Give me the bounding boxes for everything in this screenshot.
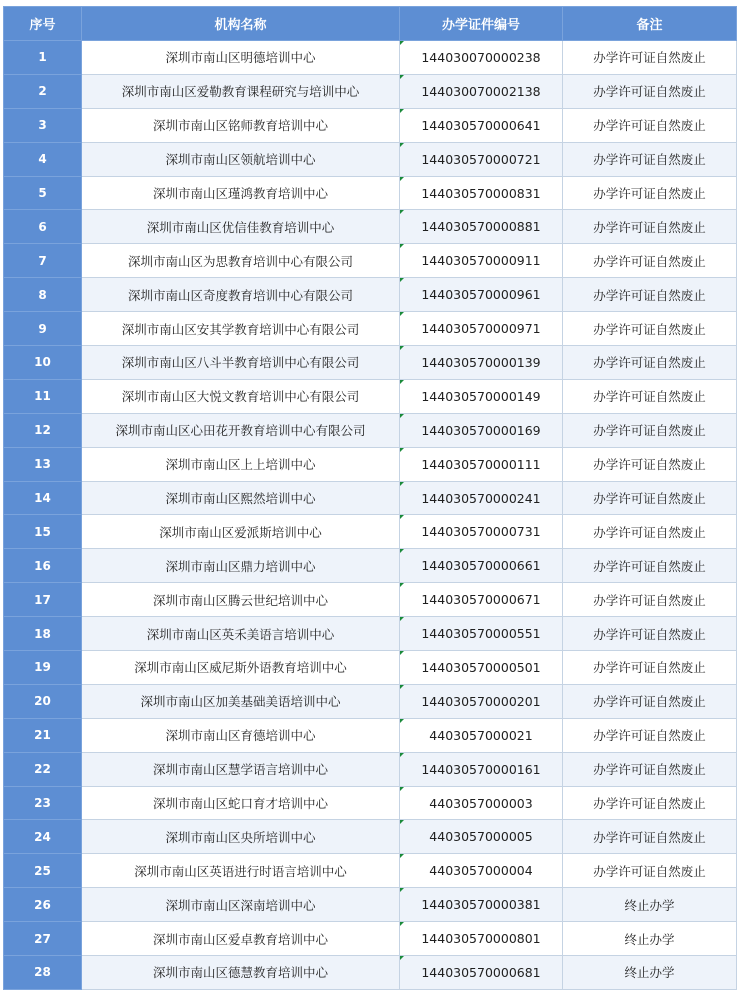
note-cell[interactable]: 终止办学 <box>563 922 737 956</box>
row-number-cell[interactable]: 25 <box>4 854 82 888</box>
license-number-cell[interactable]: 144030570000681 <box>400 956 563 990</box>
note-cell[interactable]: 办学许可证自然废止 <box>563 515 737 549</box>
note-cell[interactable]: 办学许可证自然废止 <box>563 413 737 447</box>
institution-name-cell[interactable]: 深圳市南山区英语进行时语言培训中心 <box>82 854 400 888</box>
row-number-cell[interactable]: 16 <box>4 549 82 583</box>
license-number-cell[interactable]: 144030570000139 <box>400 346 563 380</box>
institution-name-cell[interactable]: 深圳市南山区铭师教育培训中心 <box>82 108 400 142</box>
license-number-cell[interactable]: 144030570000661 <box>400 549 563 583</box>
license-number-cell[interactable]: 144030570000641 <box>400 108 563 142</box>
license-number-cell[interactable]: 144030570000731 <box>400 515 563 549</box>
institution-name-cell[interactable]: 深圳市南山区蛇口育才培训中心 <box>82 786 400 820</box>
institution-name-cell[interactable]: 深圳市南山区爱派斯培训中心 <box>82 515 400 549</box>
table-row <box>4 447 737 481</box>
license-number-cell[interactable]: 144030570000831 <box>400 176 563 210</box>
row-number-cell[interactable]: 21 <box>4 718 82 752</box>
row-number-cell[interactable]: 27 <box>4 922 82 956</box>
table-row <box>4 549 737 583</box>
license-number-cell[interactable]: 144030570000149 <box>400 379 563 413</box>
row-number-cell[interactable]: 1 <box>4 41 82 75</box>
table-row <box>4 142 737 176</box>
header-license[interactable]: 办学证件编号 <box>400 7 563 41</box>
row-number-cell[interactable]: 4 <box>4 142 82 176</box>
institution-name-cell[interactable]: 深圳市南山区心田花开教育培训中心有限公司 <box>82 413 400 447</box>
note-cell[interactable]: 办学许可证自然废止 <box>563 617 737 651</box>
institution-name-cell[interactable]: 深圳市南山区八斗半教育培训中心有限公司 <box>82 346 400 380</box>
license-number-cell[interactable]: 144030570000501 <box>400 651 563 685</box>
institution-name-cell[interactable]: 深圳市南山区腾云世纪培训中心 <box>82 583 400 617</box>
table-row <box>4 922 737 956</box>
note-cell[interactable]: 办学许可证自然废止 <box>563 278 737 312</box>
institution-name-cell[interactable]: 深圳市南山区安其学教育培训中心有限公司 <box>82 312 400 346</box>
note-cell[interactable]: 办学许可证自然废止 <box>563 312 737 346</box>
row-number-cell[interactable]: 24 <box>4 820 82 854</box>
institution-name-cell[interactable]: 深圳市南山区央所培训中心 <box>82 820 400 854</box>
license-number-cell[interactable]: 4403057000021 <box>400 718 563 752</box>
row-number-cell[interactable]: 8 <box>4 278 82 312</box>
institution-table <box>3 6 737 990</box>
note-cell[interactable]: 办学许可证自然废止 <box>563 244 737 278</box>
note-cell[interactable]: 办学许可证自然废止 <box>563 684 737 718</box>
license-number-cell[interactable]: 144030570000381 <box>400 888 563 922</box>
license-number-cell[interactable]: 144030570000671 <box>400 583 563 617</box>
license-number-cell[interactable]: 144030570000801 <box>400 922 563 956</box>
license-number-cell[interactable]: 144030570000881 <box>400 210 563 244</box>
row-number-cell[interactable]: 28 <box>4 956 82 990</box>
institution-name-cell[interactable]: 深圳市南山区德慧教育培训中心 <box>82 956 400 990</box>
institution-name-cell[interactable]: 深圳市南山区威尼斯外语教育培训中心 <box>82 651 400 685</box>
license-number-cell[interactable]: 4403057000005 <box>400 820 563 854</box>
institution-name-cell[interactable]: 深圳市南山区英禾美语言培训中心 <box>82 617 400 651</box>
table-row <box>4 176 737 210</box>
header-no[interactable]: 序号 <box>4 7 82 41</box>
row-number-cell[interactable]: 7 <box>4 244 82 278</box>
table-row <box>4 244 737 278</box>
table-body <box>4 41 737 990</box>
note-cell[interactable]: 终止办学 <box>563 956 737 990</box>
institution-name-cell[interactable]: 深圳市南山区育德培训中心 <box>82 718 400 752</box>
note-cell[interactable]: 办学许可证自然废止 <box>563 651 737 685</box>
table-row <box>4 651 737 685</box>
row-number-cell[interactable]: 2 <box>4 74 82 108</box>
institution-name-cell[interactable]: 深圳市南山区加美基础美语培训中心 <box>82 684 400 718</box>
table-row <box>4 888 737 922</box>
note-cell[interactable]: 办学许可证自然废止 <box>563 74 737 108</box>
header-row <box>4 7 737 41</box>
table-row <box>4 617 737 651</box>
institution-name-cell[interactable]: 深圳市南山区爱勒教育课程研究与培训中心 <box>82 74 400 108</box>
license-number-cell[interactable]: 144030570000111 <box>400 447 563 481</box>
row-number-cell[interactable]: 9 <box>4 312 82 346</box>
license-number-cell[interactable]: 144030070002138 <box>400 74 563 108</box>
note-cell[interactable]: 办学许可证自然废止 <box>563 549 737 583</box>
table-row <box>4 752 737 786</box>
table-row <box>4 515 737 549</box>
institution-name-cell[interactable]: 深圳市南山区上上培训中心 <box>82 447 400 481</box>
table-row <box>4 210 737 244</box>
row-number-cell[interactable]: 19 <box>4 651 82 685</box>
note-cell[interactable]: 办学许可证自然废止 <box>563 447 737 481</box>
institution-name-cell[interactable]: 深圳市南山区爱卓教育培训中心 <box>82 922 400 956</box>
row-number-cell[interactable]: 5 <box>4 176 82 210</box>
table-row <box>4 481 737 515</box>
note-cell[interactable]: 办学许可证自然废止 <box>563 41 737 75</box>
note-cell[interactable]: 办学许可证自然废止 <box>563 108 737 142</box>
license-number-cell[interactable]: 144030570000161 <box>400 752 563 786</box>
license-number-cell[interactable]: 144030570000241 <box>400 481 563 515</box>
note-cell[interactable]: 终止办学 <box>563 888 737 922</box>
note-cell[interactable]: 办学许可证自然废止 <box>563 176 737 210</box>
table-row <box>4 108 737 142</box>
table-row <box>4 379 737 413</box>
institution-name-cell[interactable]: 深圳市南山区明德培训中心 <box>82 41 400 75</box>
header-note[interactable]: 备注 <box>563 7 737 41</box>
note-cell[interactable]: 办学许可证自然废止 <box>563 786 737 820</box>
row-number-cell[interactable]: 11 <box>4 379 82 413</box>
table-row <box>4 820 737 854</box>
row-number-cell[interactable]: 14 <box>4 481 82 515</box>
license-number-cell[interactable]: 144030570000551 <box>400 617 563 651</box>
license-number-cell[interactable]: 144030570000721 <box>400 142 563 176</box>
note-cell[interactable]: 办学许可证自然废止 <box>563 142 737 176</box>
note-cell[interactable]: 办学许可证自然废止 <box>563 210 737 244</box>
institution-name-cell[interactable]: 深圳市南山区为思教育培训中心有限公司 <box>82 244 400 278</box>
institution-name-cell[interactable]: 深圳市南山区奇度教育培训中心有限公司 <box>82 278 400 312</box>
note-cell[interactable]: 办学许可证自然废止 <box>563 379 737 413</box>
license-number-cell[interactable]: 144030570000201 <box>400 684 563 718</box>
table-row <box>4 786 737 820</box>
row-number-cell[interactable]: 23 <box>4 786 82 820</box>
note-cell[interactable]: 办学许可证自然废止 <box>563 718 737 752</box>
table-row <box>4 278 737 312</box>
institution-name-cell[interactable]: 深圳市南山区深南培训中心 <box>82 888 400 922</box>
institution-name-cell[interactable]: 深圳市南山区慧学语言培训中心 <box>82 752 400 786</box>
table-row <box>4 312 737 346</box>
table-row <box>4 956 737 990</box>
row-number-cell[interactable]: 17 <box>4 583 82 617</box>
table-row <box>4 684 737 718</box>
institution-name-cell[interactable]: 深圳市南山区大悦文教育培训中心有限公司 <box>82 379 400 413</box>
note-cell[interactable]: 办学许可证自然废止 <box>563 481 737 515</box>
table-row <box>4 854 737 888</box>
license-number-cell[interactable]: 144030570000961 <box>400 278 563 312</box>
license-number-cell[interactable]: 144030570000911 <box>400 244 563 278</box>
row-number-cell[interactable]: 20 <box>4 684 82 718</box>
license-number-cell[interactable]: 144030570000971 <box>400 312 563 346</box>
note-cell[interactable]: 办学许可证自然废止 <box>563 820 737 854</box>
institution-name-cell[interactable]: 深圳市南山区鼎力培训中心 <box>82 549 400 583</box>
row-number-cell[interactable]: 18 <box>4 617 82 651</box>
table-row <box>4 583 737 617</box>
table-row <box>4 74 737 108</box>
institution-name-cell[interactable]: 深圳市南山区熙然培训中心 <box>82 481 400 515</box>
note-cell[interactable]: 办学许可证自然废止 <box>563 854 737 888</box>
institution-name-cell[interactable]: 深圳市南山区领航培训中心 <box>82 142 400 176</box>
table-row <box>4 346 737 380</box>
note-cell[interactable]: 办学许可证自然废止 <box>563 583 737 617</box>
note-cell[interactable]: 办学许可证自然废止 <box>563 752 737 786</box>
institution-name-cell[interactable]: 深圳市南山区瑾鸿教育培训中心 <box>82 176 400 210</box>
row-number-cell[interactable]: 6 <box>4 210 82 244</box>
row-number-cell[interactable]: 3 <box>4 108 82 142</box>
row-number-cell[interactable]: 26 <box>4 888 82 922</box>
row-number-cell[interactable]: 12 <box>4 413 82 447</box>
row-number-cell[interactable]: 15 <box>4 515 82 549</box>
header-name[interactable]: 机构名称 <box>82 7 400 41</box>
table-row <box>4 413 737 447</box>
table-row <box>4 41 737 75</box>
institution-name-cell[interactable]: 深圳市南山区优信佳教育培训中心 <box>82 210 400 244</box>
row-number-cell[interactable]: 13 <box>4 447 82 481</box>
license-number-cell[interactable]: 4403057000004 <box>400 854 563 888</box>
license-number-cell[interactable]: 144030570000169 <box>400 413 563 447</box>
license-number-cell[interactable]: 144030070000238 <box>400 41 563 75</box>
note-cell[interactable]: 办学许可证自然废止 <box>563 346 737 380</box>
table-row <box>4 718 737 752</box>
row-number-cell[interactable]: 10 <box>4 346 82 380</box>
row-number-cell[interactable]: 22 <box>4 752 82 786</box>
license-number-cell[interactable]: 4403057000003 <box>400 786 563 820</box>
